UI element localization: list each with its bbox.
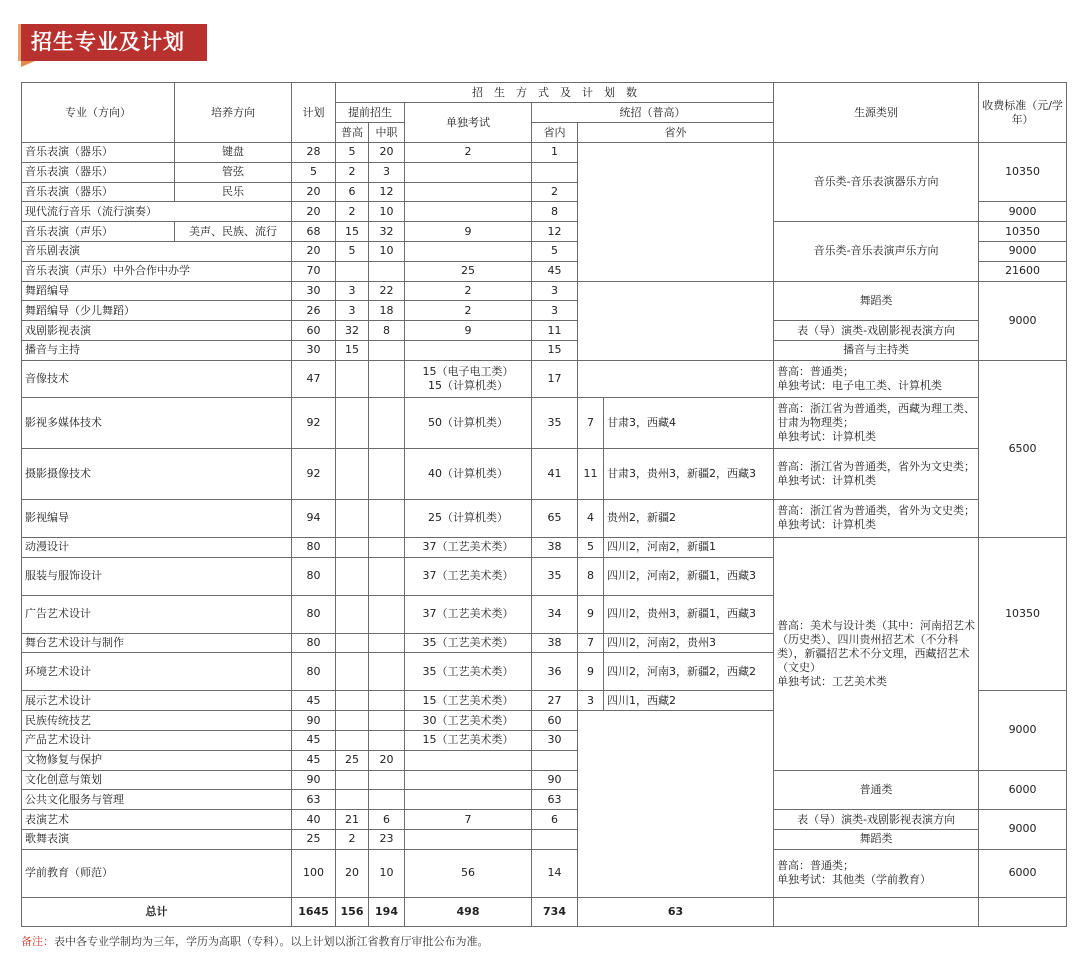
inside-cell: 90 xyxy=(532,770,578,790)
inside-cell: 1 xyxy=(532,143,578,163)
early-voc-cell xyxy=(369,557,405,595)
early-voc-cell xyxy=(369,397,405,448)
table-row xyxy=(22,810,1067,830)
inside-cell: 8 xyxy=(532,202,578,222)
inside-cell: 34 xyxy=(532,595,578,633)
early-gen-cell xyxy=(336,711,369,731)
major-cell: 民族传统技艺 xyxy=(22,711,292,731)
early-gen-cell xyxy=(336,360,369,397)
plan-cell: 92 xyxy=(292,397,336,448)
outside-cell xyxy=(578,281,774,360)
plan-cell: 68 xyxy=(292,222,336,242)
major-cell: 歌舞表演 xyxy=(22,829,292,849)
header-method: 招 生 方 式 及 计 划 数 xyxy=(336,83,774,103)
inside-cell: 38 xyxy=(532,537,578,557)
single-exam-cell xyxy=(405,340,532,360)
plan-cell: 80 xyxy=(292,633,336,653)
footnote-text: 表中各专业学制均为三年，学历为高职（专科）。以上计划以浙江省教育厅审批公布为准。 xyxy=(54,935,489,948)
plan-cell: 20 xyxy=(292,241,336,261)
inside-cell: 35 xyxy=(532,557,578,595)
fee-cell: 21600 xyxy=(979,261,1067,281)
early-voc-cell: 32 xyxy=(369,222,405,242)
outside-province-cell: 甘肃3，贵州3，新疆2，西藏3 xyxy=(604,448,774,499)
single-exam-cell xyxy=(405,202,532,222)
early-voc-cell xyxy=(369,360,405,397)
major-cell: 产品艺术设计 xyxy=(22,730,292,750)
early-voc-cell: 10 xyxy=(369,241,405,261)
inside-cell: 5 xyxy=(532,241,578,261)
outside-count-cell: 11 xyxy=(578,448,604,499)
early-gen-cell xyxy=(336,595,369,633)
inside-cell: 27 xyxy=(532,691,578,711)
single-exam-cell: 2 xyxy=(405,143,532,163)
single-exam-cell: 40（计算机类） xyxy=(405,448,532,499)
header-direction: 培养方向 xyxy=(175,83,292,143)
outside-province-cell: 四川2，贵州3，新疆1，西藏3 xyxy=(604,595,774,633)
early-gen-cell: 15 xyxy=(336,222,369,242)
single-exam-cell xyxy=(405,829,532,849)
inside-cell xyxy=(532,162,578,182)
major-cell: 播音与主持 xyxy=(22,340,292,360)
source-cell: 普通类 xyxy=(774,770,979,810)
plan-cell: 94 xyxy=(292,499,336,537)
major-cell: 音乐表演（器乐） xyxy=(22,182,175,202)
early-gen-cell xyxy=(336,730,369,750)
early-voc-cell: 20 xyxy=(369,143,405,163)
early-voc-cell xyxy=(369,770,405,790)
early-gen-cell xyxy=(336,770,369,790)
header-outside: 省外 xyxy=(578,123,774,143)
early-gen-cell xyxy=(336,537,369,557)
major-cell: 学前教育（师范） xyxy=(22,849,292,897)
early-voc-cell: 20 xyxy=(369,750,405,770)
inside-cell: 2 xyxy=(532,182,578,202)
inside-cell: 12 xyxy=(532,222,578,242)
early-voc-cell xyxy=(369,261,405,281)
source-cell: 音乐类-音乐表演声乐方向 xyxy=(774,222,979,281)
single-exam-cell: 9 xyxy=(405,222,532,242)
single-exam-cell: 37（工艺美术类） xyxy=(405,595,532,633)
single-exam-cell: 37（工艺美术类） xyxy=(405,537,532,557)
table-row xyxy=(22,537,1067,557)
plan-cell: 45 xyxy=(292,691,336,711)
source-cell: 表（导）演类-戏剧影视表演方向 xyxy=(774,321,979,341)
single-exam-cell: 50（计算机类） xyxy=(405,397,532,448)
early-voc-cell: 22 xyxy=(369,281,405,301)
outside-province-cell: 贵州2，新疆2 xyxy=(604,499,774,537)
fee-cell: 6000 xyxy=(979,849,1067,897)
table-row xyxy=(22,829,1067,849)
source-cell: 普高：美术与设计类（其中：河南招艺术（历史类）、四川贵州招艺术（不分科类），新疆招艺术不分文理，西藏招艺术（文史） 单独考试：工艺美术类 xyxy=(774,537,979,770)
plan-cell: 80 xyxy=(292,653,336,691)
total-outside: 63 xyxy=(578,897,774,926)
early-voc-cell xyxy=(369,595,405,633)
header-source: 生源类别 xyxy=(774,83,979,143)
single-exam-cell: 35（工艺美术类） xyxy=(405,633,532,653)
header-major: 专业（方向） xyxy=(22,83,175,143)
plan-cell: 80 xyxy=(292,557,336,595)
fee-cell: 9000 xyxy=(979,691,1067,770)
table-row xyxy=(22,222,1067,242)
inside-cell: 3 xyxy=(532,281,578,301)
major-cell: 音乐表演（器乐） xyxy=(22,143,175,163)
section-title: 招生专业及计划 xyxy=(31,30,185,54)
early-gen-cell xyxy=(336,691,369,711)
plan-cell: 26 xyxy=(292,301,336,321)
plan-cell: 80 xyxy=(292,537,336,557)
major-cell: 舞蹈编导 xyxy=(22,281,292,301)
outside-count-cell: 7 xyxy=(578,397,604,448)
fee-cell: 10350 xyxy=(979,537,1067,691)
single-exam-cell: 25 xyxy=(405,261,532,281)
total-single: 498 xyxy=(405,897,532,926)
direction-cell: 美声、民族、流行 xyxy=(175,222,292,242)
table-row xyxy=(22,143,1067,163)
early-voc-cell: 23 xyxy=(369,829,405,849)
source-cell: 音乐类-音乐表演器乐方向 xyxy=(774,143,979,222)
major-cell: 音乐表演（器乐） xyxy=(22,162,175,182)
early-gen-cell xyxy=(336,261,369,281)
header-early-gen: 普高 xyxy=(336,123,369,143)
plan-cell: 60 xyxy=(292,321,336,341)
inside-cell xyxy=(532,829,578,849)
header-early: 提前招生 xyxy=(336,103,405,123)
single-exam-cell: 7 xyxy=(405,810,532,830)
outside-cell xyxy=(578,360,774,397)
fee-cell: 10350 xyxy=(979,143,1067,202)
table-row xyxy=(22,448,1067,499)
fee-cell: 6000 xyxy=(979,770,1067,810)
table-row xyxy=(22,321,1067,341)
early-voc-cell: 3 xyxy=(369,162,405,182)
table-row xyxy=(22,499,1067,537)
major-cell: 影视多媒体技术 xyxy=(22,397,292,448)
outside-count-cell: 7 xyxy=(578,633,604,653)
single-exam-cell: 9 xyxy=(405,321,532,341)
early-voc-cell xyxy=(369,790,405,810)
source-cell: 播音与主持类 xyxy=(774,340,979,360)
major-cell: 音乐剧表演 xyxy=(22,241,292,261)
header-fee: 收费标准（元/学年） xyxy=(979,83,1067,143)
direction-cell: 管弦 xyxy=(175,162,292,182)
plan-cell: 5 xyxy=(292,162,336,182)
single-exam-cell: 35（工艺美术类） xyxy=(405,653,532,691)
major-cell: 舞蹈编导（少儿舞蹈） xyxy=(22,301,292,321)
header-plan: 计划 xyxy=(292,83,336,143)
major-cell: 影视编导 xyxy=(22,499,292,537)
footnote-key: 备注： xyxy=(21,935,54,948)
early-gen-cell xyxy=(336,557,369,595)
direction-cell: 民乐 xyxy=(175,182,292,202)
major-cell: 戏剧影视表演 xyxy=(22,321,292,341)
source-cell: 普高：浙江省为普通类，西藏为理工类、甘肃为物理类； 单独考试：计算机类 xyxy=(774,397,979,448)
early-voc-cell xyxy=(369,691,405,711)
plan-cell: 30 xyxy=(292,340,336,360)
header-single: 单独考试 xyxy=(405,103,532,143)
outside-province-cell: 四川2，河南2，新疆1，西藏3 xyxy=(604,557,774,595)
early-gen-cell xyxy=(336,633,369,653)
early-voc-cell xyxy=(369,448,405,499)
single-exam-cell: 15（工艺美术类） xyxy=(405,691,532,711)
major-cell: 音像技术 xyxy=(22,360,292,397)
early-voc-cell: 8 xyxy=(369,321,405,341)
plan-cell: 90 xyxy=(292,770,336,790)
early-voc-cell xyxy=(369,653,405,691)
plan-cell: 25 xyxy=(292,829,336,849)
outside-province-cell: 四川2，河南3，新疆2，西藏2 xyxy=(604,653,774,691)
outside-province-cell: 四川2，河南2，新疆1 xyxy=(604,537,774,557)
early-voc-cell: 6 xyxy=(369,810,405,830)
major-cell: 音乐表演（声乐）中外合作中办学 xyxy=(22,261,292,281)
plan-cell: 45 xyxy=(292,730,336,750)
major-cell: 表演艺术 xyxy=(22,810,292,830)
outside-count-cell: 4 xyxy=(578,499,604,537)
early-gen-cell: 5 xyxy=(336,143,369,163)
early-gen-cell: 20 xyxy=(336,849,369,897)
single-exam-cell: 37（工艺美术类） xyxy=(405,557,532,595)
table-row xyxy=(22,281,1067,301)
major-cell: 展示艺术设计 xyxy=(22,691,292,711)
header-unified: 统招（普高） xyxy=(532,103,774,123)
inside-cell: 38 xyxy=(532,633,578,653)
outside-count-cell: 5 xyxy=(578,537,604,557)
early-gen-cell: 5 xyxy=(336,241,369,261)
fee-cell: 9000 xyxy=(979,810,1067,850)
early-voc-cell: 12 xyxy=(369,182,405,202)
table-row xyxy=(22,340,1067,360)
major-cell: 环境艺术设计 xyxy=(22,653,292,691)
source-cell: 舞蹈类 xyxy=(774,281,979,321)
outside-cell xyxy=(578,143,774,282)
footnote xyxy=(21,933,489,949)
early-voc-cell xyxy=(369,730,405,750)
inside-cell: 41 xyxy=(532,448,578,499)
table-row xyxy=(22,397,1067,448)
total-inside: 734 xyxy=(532,897,578,926)
outside-province-cell: 四川2，河南2，贵州3 xyxy=(604,633,774,653)
single-exam-cell: 15（工艺美术类） xyxy=(405,730,532,750)
early-gen-cell xyxy=(336,397,369,448)
major-cell: 公共文化服务与管理 xyxy=(22,790,292,810)
outside-province-cell: 甘肃3，西藏4 xyxy=(604,397,774,448)
plan-cell: 92 xyxy=(292,448,336,499)
inside-cell: 45 xyxy=(532,261,578,281)
single-exam-cell xyxy=(405,770,532,790)
direction-cell: 键盘 xyxy=(175,143,292,163)
major-cell: 文物修复与保护 xyxy=(22,750,292,770)
early-gen-cell: 21 xyxy=(336,810,369,830)
source-cell: 普高：浙江省为普通类，省外为文史类；单独考试：计算机类 xyxy=(774,499,979,537)
inside-cell: 3 xyxy=(532,301,578,321)
single-exam-cell: 25（计算机类） xyxy=(405,499,532,537)
outside-count-cell: 9 xyxy=(578,595,604,633)
inside-cell: 6 xyxy=(532,810,578,830)
single-exam-cell xyxy=(405,750,532,770)
early-gen-cell: 15 xyxy=(336,340,369,360)
single-exam-cell: 2 xyxy=(405,301,532,321)
single-exam-cell xyxy=(405,790,532,810)
early-gen-cell: 2 xyxy=(336,162,369,182)
header-early-voc: 中职 xyxy=(369,123,405,143)
early-gen-cell: 32 xyxy=(336,321,369,341)
single-exam-cell: 30（工艺美术类） xyxy=(405,711,532,731)
single-exam-cell: 2 xyxy=(405,281,532,301)
source-cell: 普高：普通类； 单独考试：其他类（学前教育） xyxy=(774,849,979,897)
major-cell: 现代流行音乐（流行演奏） xyxy=(22,202,292,222)
plan-cell: 70 xyxy=(292,261,336,281)
inside-cell: 63 xyxy=(532,790,578,810)
single-exam-cell xyxy=(405,241,532,261)
total-early-gen: 156 xyxy=(336,897,369,926)
source-cell: 普高：浙江省为普通类，省外为文史类； 单独考试：计算机类 xyxy=(774,448,979,499)
inside-cell: 11 xyxy=(532,321,578,341)
outside-cell xyxy=(578,711,774,898)
table-row xyxy=(22,360,1067,397)
plan-cell: 28 xyxy=(292,143,336,163)
early-gen-cell: 3 xyxy=(336,301,369,321)
total-source xyxy=(774,897,979,926)
total-row xyxy=(22,897,1067,926)
table-row xyxy=(22,849,1067,897)
major-cell: 摄影摄像技术 xyxy=(22,448,292,499)
enrollment-table xyxy=(21,82,1067,927)
plan-cell: 30 xyxy=(292,281,336,301)
single-exam-cell: 56 xyxy=(405,849,532,897)
section-title-banner xyxy=(21,24,207,61)
inside-cell: 15 xyxy=(532,340,578,360)
major-cell: 音乐表演（声乐） xyxy=(22,222,175,242)
inside-cell: 65 xyxy=(532,499,578,537)
inside-cell: 36 xyxy=(532,653,578,691)
fee-cell: 10350 xyxy=(979,222,1067,242)
fee-cell: 6500 xyxy=(979,360,1067,537)
outside-count-cell: 9 xyxy=(578,653,604,691)
outside-count-cell: 8 xyxy=(578,557,604,595)
early-gen-cell: 6 xyxy=(336,182,369,202)
outside-count-cell: 3 xyxy=(578,691,604,711)
fee-cell: 9000 xyxy=(979,281,1067,360)
plan-cell: 90 xyxy=(292,711,336,731)
inside-cell: 14 xyxy=(532,849,578,897)
early-gen-cell: 2 xyxy=(336,202,369,222)
total-fee xyxy=(979,897,1067,926)
early-voc-cell xyxy=(369,499,405,537)
plan-cell: 47 xyxy=(292,360,336,397)
early-voc-cell xyxy=(369,633,405,653)
early-gen-cell: 3 xyxy=(336,281,369,301)
plan-cell: 45 xyxy=(292,750,336,770)
plan-cell: 80 xyxy=(292,595,336,633)
plan-cell: 63 xyxy=(292,790,336,810)
early-gen-cell xyxy=(336,499,369,537)
source-cell: 表（导）演类-戏剧影视表演方向 xyxy=(774,810,979,830)
early-voc-cell: 10 xyxy=(369,202,405,222)
early-voc-cell: 18 xyxy=(369,301,405,321)
total-early-voc: 194 xyxy=(369,897,405,926)
inside-cell: 30 xyxy=(532,730,578,750)
single-exam-cell xyxy=(405,162,532,182)
single-exam-cell xyxy=(405,182,532,202)
total-label: 总计 xyxy=(22,897,292,926)
major-cell: 舞台艺术设计与制作 xyxy=(22,633,292,653)
inside-cell xyxy=(532,750,578,770)
table-row xyxy=(22,770,1067,790)
major-cell: 动漫设计 xyxy=(22,537,292,557)
inside-cell: 60 xyxy=(532,711,578,731)
early-voc-cell xyxy=(369,340,405,360)
source-cell: 普高：普通类； 单独考试：电子电工类、计算机类 xyxy=(774,360,979,397)
early-gen-cell xyxy=(336,653,369,691)
early-voc-cell xyxy=(369,537,405,557)
plan-cell: 40 xyxy=(292,810,336,830)
early-gen-cell: 2 xyxy=(336,829,369,849)
plan-cell: 20 xyxy=(292,202,336,222)
source-cell: 舞蹈类 xyxy=(774,829,979,849)
fee-cell: 9000 xyxy=(979,202,1067,222)
early-voc-cell xyxy=(369,711,405,731)
inside-cell: 35 xyxy=(532,397,578,448)
early-gen-cell xyxy=(336,790,369,810)
inside-cell: 17 xyxy=(532,360,578,397)
plan-cell: 100 xyxy=(292,849,336,897)
major-cell: 文化创意与策划 xyxy=(22,770,292,790)
plan-cell: 20 xyxy=(292,182,336,202)
outside-province-cell: 四川1，西藏2 xyxy=(604,691,774,711)
single-exam-cell: 15（电子电工类） 15（计算机类） xyxy=(405,360,532,397)
major-cell: 广告艺术设计 xyxy=(22,595,292,633)
fee-cell: 9000 xyxy=(979,241,1067,261)
early-gen-cell: 25 xyxy=(336,750,369,770)
major-cell: 服装与服饰设计 xyxy=(22,557,292,595)
total-plan: 1645 xyxy=(292,897,336,926)
header-inside: 省内 xyxy=(532,123,578,143)
early-voc-cell: 10 xyxy=(369,849,405,897)
early-gen-cell xyxy=(336,448,369,499)
